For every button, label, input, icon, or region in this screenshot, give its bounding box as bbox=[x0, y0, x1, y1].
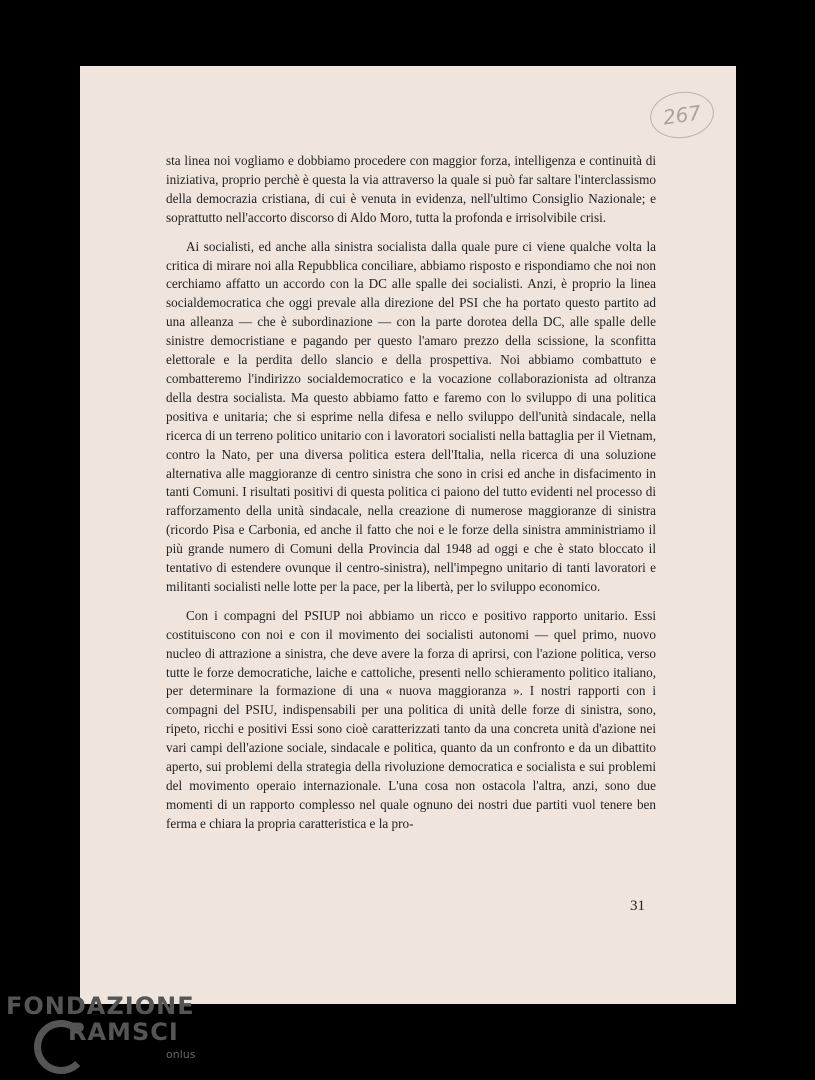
fondazione-gramsci-logo bbox=[6, 992, 206, 1072]
page-number: 31 bbox=[630, 898, 645, 914]
logo-line-1: FONDAZIONE bbox=[6, 992, 195, 1020]
handwritten-archive-number: 267 bbox=[647, 88, 717, 142]
paragraph-2: Ai socialisti, ed anche alla sinistra socialista dalla quale pure ci viene qualche volta la critica di mirare noi alla Repubblica conciliare, abbiamo risposto e rispondiamo che noi non cerchiamo affatto un accordo con la DC alle spalle dei socialisti. Anzi, è proprio la linea socialdemocratica che oggi prevale alla direzione del PSI che ha portato questo partito ad una alleanza — che è subordinazione — con la parte dorotea della DC, alle spalle delle sinistre democristiane e pagando per questo l'amaro prezzo della scissione, la sconfitta elettorale e la perdita dello slancio e della prospettiva. Noi abbiamo combattuto e combatteremo l'indirizzo socialdemocratico e la vocazione collaborazionista ad oltranza della destra socialista. Ma questo abbiamo fatto e faremo con lo sviluppo di una politica positiva e unitaria; che si esprime nella difesa e nello sviluppo dell'unità sindacale, nella ricerca di un terreno politico unitario con i lavoratori socialisti nella battaglia per il Vietnam, contro la Nato, per una diversa politica estera dell'Italia, nella ricerca di una soluzione alternativa alle maggioranze di centro sinistra che sono in crisi ed anche in disfacimento in tanti Comuni. I risultati positivi di questa politica ci paiono del tutto evidenti nel processo di rafforzamento della unità sindacale, nella creazione di numerose maggioranze di sinistra (ricordo Pisa e Carbonia, ed anche il fatto che noi e le forze della sinistra amministriamo il più grande numero di Comuni della Provincia dal 1948 ad oggi e che è stato bloccato il tentativo di estendere ovunque il centro-sinistra), nell'impegno unitario di tanti lavoratori e militanti socialisti nelle lotte per la pace, per la libertà, per lo sviluppo economico. bbox=[166, 238, 656, 594]
document-page bbox=[80, 66, 736, 1004]
logo-line-3: onlus bbox=[166, 1048, 196, 1061]
logo-line-2: RAMSCI bbox=[68, 1018, 179, 1046]
paragraph-3: Con i compagni del PSIUP noi abbiamo un ricco e positivo rapporto unitario. Essi costituiscono con noi e con il movimento dei socialisti autonomi — quel primo, nuovo nucleo di attrazione a sinistra, che deve avere la forza di aprirsi, con l'azione politica, verso tutte le forze democratiche, laiche e cattoliche, presenti nello schieramento politico italiano, per determinare la formazione di una « nuova maggioranza ». I nostri rapporti con i compagni del PSIU, indispensabili per una politica di unità delle forze di sinistra, sono, ripeto, ricchi e positivi Essi sono cioè caratterizzati tanto da una concreta unità d'azione nei vari campi dell'azione sociale, sindacale e politica, quanto da un confronto e da un dibattito aperto, sui problemi della strategia della rivoluzione democratica e socialista e sui problemi del movimento operaio internazionale. L'una cosa non ostacola l'altra, anzi, sono due momenti di un rapporto complesso nel quale ognuno dei nostri due partiti vuol tenere ben ferma e chiara la propria caratteristica e la pro- bbox=[166, 607, 656, 831]
paragraph-1: sta linea noi vogliamo e dobbiamo procedere con maggior forza, intelligenza e continuità di iniziativa, proprio perchè è questa la via attraverso la quale si può far saltare l'interclassismo della democrazia cristiana, di cui è venuta in evidenza, nell'ultimo Consiglio Nazionale; e soprattutto nell'accorto discorso di Aldo Moro, tutta la profonda e irrisolvibile crisi. bbox=[166, 153, 656, 225]
body-text bbox=[166, 152, 656, 844]
